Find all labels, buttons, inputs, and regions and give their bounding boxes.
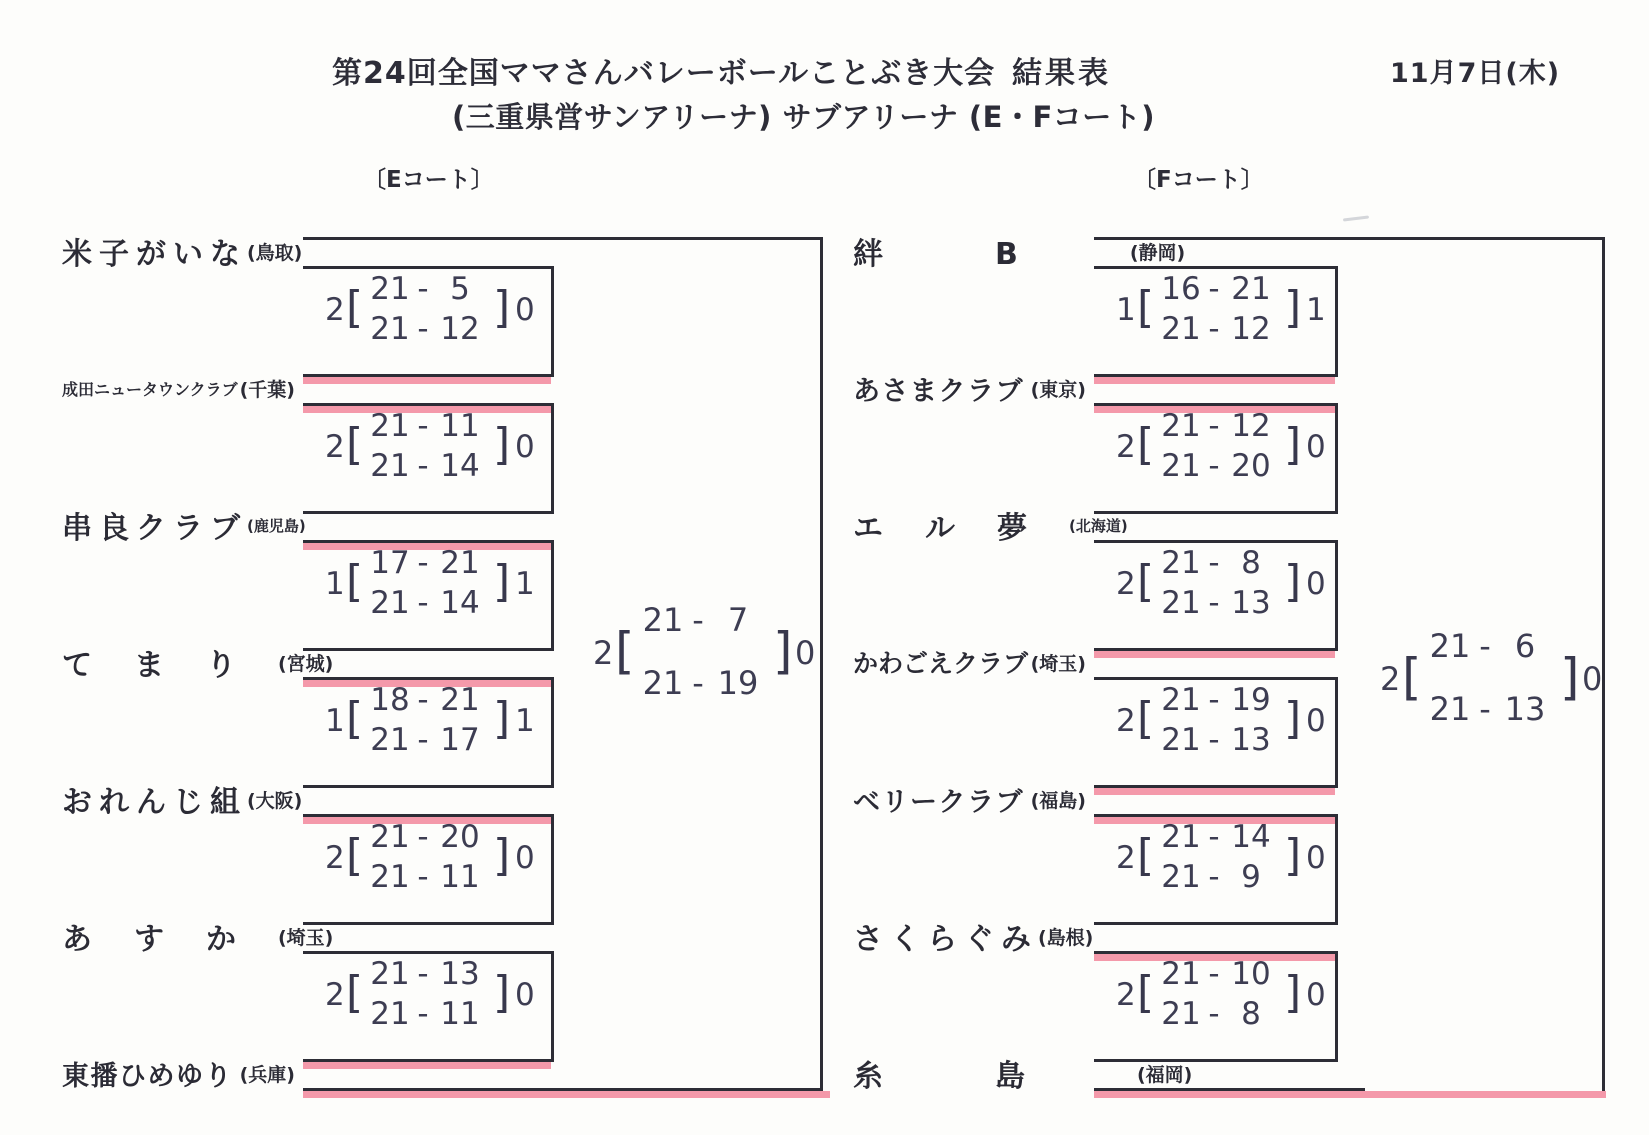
match-score (1106, 405, 1336, 509)
set-score-row (367, 996, 487, 1032)
set-score-right: 9 (1241, 859, 1261, 895)
sets-won-right: 0 (1306, 840, 1326, 876)
team-row (853, 781, 1086, 817)
set-score-right: 11 (440, 996, 480, 1032)
sets-won-right: 0 (515, 840, 535, 876)
set-score-left: 21 (1161, 545, 1201, 581)
set-score-left: 21 (1161, 956, 1201, 992)
set-score-dash: - (1208, 722, 1220, 758)
prefecture-label: (埼玉) (278, 926, 334, 949)
set-score-right: 21 (440, 545, 480, 581)
bracket-close: ] (1284, 967, 1302, 1018)
bracket-open: [ (346, 830, 364, 881)
set-score-row (1158, 819, 1278, 855)
set-score-right: 13 (440, 956, 480, 992)
date-label: 11月7日(木) (1390, 58, 1561, 89)
team-row (62, 507, 306, 546)
match-bracket-line (551, 951, 554, 1062)
set-score-right: 13 (1231, 722, 1271, 758)
set-score-right: 10 (1231, 956, 1271, 992)
set-score-left: 21 (370, 722, 410, 758)
team-name: 絆B (853, 237, 1130, 272)
set-score-right: 12 (440, 311, 480, 347)
bracket-open: [ (346, 556, 364, 607)
set-score-row (1158, 408, 1278, 444)
scan-smudge (1343, 215, 1369, 221)
sets-won-left: 2 (325, 429, 345, 465)
sets-won-right: 0 (515, 292, 535, 328)
team-name: てまり (62, 648, 278, 683)
set-score-left: 18 (370, 682, 410, 718)
final-bracket-line (1602, 237, 1605, 1091)
bracket-open: [ (346, 282, 364, 333)
set-score-right: 21 (1231, 271, 1271, 307)
sets-won-left: 2 (1380, 660, 1401, 698)
bracket-close: ] (1284, 419, 1302, 470)
prefecture-label: (鳥取) (247, 241, 303, 264)
tournament-title: 第24回全国ママさんバレーボールことぶき大会 (332, 56, 996, 91)
set-score-dash: - (417, 545, 429, 581)
team-line (303, 237, 823, 240)
bracket-open: [ (1137, 556, 1155, 607)
team-row (853, 918, 1094, 957)
team-row (62, 918, 334, 957)
results-label: 結果表 (1012, 56, 1111, 91)
team-name: あさまクラブ (853, 375, 1024, 407)
set-score-left: 21 (1161, 448, 1201, 484)
set-score-dash: - (1208, 448, 1220, 484)
team-name: さくらぐみ (853, 922, 1038, 957)
set-score-row (367, 271, 487, 307)
set-score-dash: - (1208, 682, 1220, 718)
sets-won-right: 1 (1306, 292, 1326, 328)
set-score-dash: - (417, 956, 429, 992)
set-score-dash: - (1208, 859, 1220, 895)
prefecture-label: (兵庫) (239, 1063, 295, 1086)
set-score-row (367, 408, 487, 444)
sets-won-right: 1 (515, 703, 535, 739)
set-score-left: 21 (1161, 408, 1201, 444)
set-score-row (1158, 448, 1278, 484)
sets-won-left: 2 (1116, 703, 1136, 739)
set-score-dash: - (417, 408, 429, 444)
team-row (853, 507, 1128, 546)
set-score-right: 19 (1231, 682, 1271, 718)
sets-won-left: 2 (593, 634, 614, 672)
bracket-close: ] (493, 830, 511, 881)
set-score-row (1158, 956, 1278, 992)
sets-won-left: 2 (1116, 977, 1136, 1013)
set-score-right: 6 (1514, 627, 1536, 665)
team-row (853, 644, 1086, 680)
set-score-row (1158, 545, 1278, 581)
team-row (62, 644, 334, 683)
set-score-row (367, 311, 487, 347)
set-score-row (639, 598, 767, 642)
set-score-dash: - (417, 271, 429, 307)
court-label: 〔Eコート〕 (363, 167, 494, 193)
sets-won-right: 0 (1306, 429, 1326, 465)
team-name: おれんじ組 (62, 785, 247, 820)
prefecture-label: (埼玉) (1030, 652, 1086, 675)
bracket-close: ] (493, 967, 511, 1018)
sets-won-right: 0 (515, 429, 535, 465)
match-score (315, 542, 545, 646)
bracket-close: ] (493, 556, 511, 607)
set-score-right: 8 (1241, 545, 1261, 581)
highlight-line (1094, 651, 1335, 658)
prefecture-label: (大阪) (247, 789, 303, 812)
set-score-dash: - (417, 996, 429, 1032)
set-score-dash: - (1208, 819, 1220, 855)
set-score-dash: - (692, 601, 704, 639)
set-score-dash: - (1479, 690, 1491, 728)
set-score-dash: - (1208, 956, 1220, 992)
team-name: あすか (62, 922, 278, 957)
bracket-close: ] (773, 622, 793, 680)
team-row (62, 233, 303, 272)
team-name: かわごえクラブ (853, 649, 1029, 678)
set-score-right: 5 (450, 271, 470, 307)
match-score (315, 405, 545, 509)
set-score-dash: - (417, 311, 429, 347)
set-score-row (1158, 996, 1278, 1032)
match-score (315, 953, 545, 1057)
bracket-close: ] (493, 693, 511, 744)
set-score-row (1158, 585, 1278, 621)
prefecture-label: (福岡) (1137, 1063, 1193, 1086)
set-score-right: 11 (440, 859, 480, 895)
match-bracket-line (551, 266, 554, 377)
set-score-row (367, 956, 487, 992)
team-line (303, 922, 551, 925)
bracket-close: ] (493, 282, 511, 333)
set-score-row (1158, 271, 1278, 307)
set-score-left: 17 (370, 545, 410, 581)
set-score-right: 8 (1241, 996, 1261, 1032)
set-score-left: 21 (1161, 722, 1201, 758)
team-name: 糸島 (853, 1059, 1137, 1094)
sets-won-right: 1 (515, 566, 535, 602)
highlight-line (303, 377, 551, 384)
set-score-row (1158, 859, 1278, 895)
set-score-dash: - (417, 585, 429, 621)
set-score-left: 21 (1161, 585, 1201, 621)
set-score-row (367, 545, 487, 581)
match-score (1106, 542, 1336, 646)
bracket-open: [ (1137, 830, 1155, 881)
sets-won-left: 2 (1116, 429, 1136, 465)
set-score-left: 21 (370, 819, 410, 855)
prefecture-label: (鹿児島) (247, 516, 306, 535)
venue-subtitle: (三重県営サンアリーナ) サブアリーナ (E・Fコート) (452, 100, 1156, 134)
match-bracket-line (551, 540, 554, 651)
bracket-open: [ (615, 622, 635, 680)
sets-won-right: 0 (515, 977, 535, 1013)
set-score-dash: - (1208, 996, 1220, 1032)
set-score-left: 21 (1161, 996, 1201, 1032)
set-score-row (367, 448, 487, 484)
set-score-left: 21 (1429, 690, 1471, 728)
sets-won-right: 0 (1582, 660, 1603, 698)
team-name: 米子がいな (62, 237, 247, 272)
highlight-line (303, 1062, 551, 1069)
bracket-close: ] (1284, 830, 1302, 881)
set-score-left: 21 (642, 601, 684, 639)
set-score-left: 21 (1429, 627, 1471, 665)
team-line (303, 785, 551, 788)
set-score-left: 21 (642, 664, 684, 702)
set-score-row (1158, 682, 1278, 718)
sets-won-left: 2 (1116, 840, 1136, 876)
set-score-right: 17 (440, 722, 480, 758)
sets-won-left: 2 (325, 292, 345, 328)
match-score (1106, 816, 1336, 920)
highlight-line (1094, 788, 1335, 795)
set-score-right: 12 (1231, 408, 1271, 444)
team-row (853, 233, 1186, 272)
bracket-close: ] (1284, 282, 1302, 333)
match-score (1106, 268, 1336, 372)
team-row (62, 781, 303, 820)
final-bracket-line (820, 237, 823, 1091)
set-score-left: 21 (1161, 819, 1201, 855)
set-score-row (1426, 687, 1554, 731)
sets-won-right: 0 (1306, 703, 1326, 739)
set-score-dash: - (417, 819, 429, 855)
bracket-open: [ (346, 693, 364, 744)
team-row (853, 370, 1086, 406)
sets-won-left: 2 (325, 977, 345, 1013)
set-score-left: 21 (370, 956, 410, 992)
bracket-open: [ (346, 967, 364, 1018)
set-score-dash: - (1208, 271, 1220, 307)
sets-won-left: 2 (325, 840, 345, 876)
set-score-left: 21 (1161, 682, 1201, 718)
team-name: 東播ひめゆり (62, 1060, 233, 1092)
set-score-left: 21 (1161, 311, 1201, 347)
match-score (315, 268, 545, 372)
team-line (303, 511, 551, 514)
set-score-right: 20 (1231, 448, 1271, 484)
set-score-left: 21 (370, 271, 410, 307)
set-score-left: 21 (370, 311, 410, 347)
prefecture-label: (宮城) (278, 652, 334, 675)
set-score-dash: - (417, 859, 429, 895)
bracket-close: ] (493, 419, 511, 470)
sets-won-left: 1 (325, 566, 345, 602)
set-score-left: 21 (1161, 859, 1201, 895)
set-score-row (1158, 311, 1278, 347)
set-score-right: 11 (440, 408, 480, 444)
team-row (62, 370, 295, 406)
set-score-dash: - (1479, 627, 1491, 665)
match-bracket-line (551, 814, 554, 925)
set-score-row (367, 585, 487, 621)
prefecture-label: (静岡) (1129, 241, 1186, 264)
set-score-dash: - (417, 682, 429, 718)
set-score-row (639, 661, 767, 705)
final-score (1372, 624, 1602, 734)
highlight-line (1094, 1091, 1606, 1098)
set-score-row (1158, 722, 1278, 758)
final-score (585, 598, 815, 708)
set-score-left: 21 (370, 448, 410, 484)
set-score-right: 13 (1504, 690, 1546, 728)
prefecture-label: (福島) (1030, 789, 1086, 812)
set-score-right: 14 (1231, 819, 1271, 855)
bracket-open: [ (1137, 967, 1155, 1018)
set-score-row (367, 722, 487, 758)
set-score-right: 13 (1231, 585, 1271, 621)
team-name: ベリークラブ (853, 786, 1024, 818)
team-name: 成田ニュータウンクラブ (62, 379, 238, 399)
set-score-row (367, 859, 487, 895)
set-score-right: 14 (440, 585, 480, 621)
bracket-open: [ (1137, 419, 1155, 470)
sets-won-right: 0 (1306, 566, 1326, 602)
set-score-dash: - (417, 448, 429, 484)
set-score-row (1426, 624, 1554, 668)
sets-won-left: 1 (1116, 292, 1136, 328)
bracket-close: ] (1284, 556, 1302, 607)
match-score (315, 679, 545, 783)
sets-won-right: 0 (795, 634, 816, 672)
sets-won-left: 2 (1116, 566, 1136, 602)
court-label: 〔Fコート〕 (1133, 167, 1264, 193)
highlight-line (1094, 377, 1335, 384)
set-score-right: 19 (717, 664, 759, 702)
highlight-line (303, 1091, 830, 1098)
set-score-dash: - (692, 664, 704, 702)
set-score-right: 21 (440, 682, 480, 718)
set-score-right: 12 (1231, 311, 1271, 347)
bracket-open: [ (1402, 648, 1422, 706)
set-score-left: 21 (370, 585, 410, 621)
bracket-open: [ (1137, 282, 1155, 333)
prefecture-label: (北海道) (1069, 516, 1128, 535)
bracket-close: ] (1284, 693, 1302, 744)
team-name: エル夢 (853, 511, 1069, 546)
match-score (1106, 679, 1336, 783)
bracket-open: [ (346, 419, 364, 470)
prefecture-label: (千葉) (239, 378, 295, 401)
team-line (1094, 511, 1335, 514)
sets-won-left: 1 (325, 703, 345, 739)
set-score-dash: - (1208, 311, 1220, 347)
set-score-left: 16 (1161, 271, 1201, 307)
team-line (303, 648, 551, 651)
set-score-left: 21 (370, 996, 410, 1032)
team-row (853, 1055, 1193, 1094)
set-score-left: 21 (370, 859, 410, 895)
set-score-dash: - (1208, 408, 1220, 444)
set-score-row (367, 819, 487, 855)
team-row (62, 1055, 295, 1091)
sets-won-right: 0 (1306, 977, 1326, 1013)
set-score-dash: - (417, 722, 429, 758)
bracket-open: [ (1137, 693, 1155, 744)
set-score-dash: - (1208, 585, 1220, 621)
prefecture-label: (島根) (1038, 926, 1094, 949)
match-score (315, 816, 545, 920)
match-bracket-line (551, 403, 554, 514)
team-name: 串良クラブ (62, 511, 247, 546)
prefecture-label: (東京) (1030, 378, 1086, 401)
bracket-close: ] (1560, 648, 1580, 706)
set-score-right: 14 (440, 448, 480, 484)
set-score-right: 20 (440, 819, 480, 855)
set-score-dash: - (1208, 545, 1220, 581)
set-score-row (367, 682, 487, 718)
set-score-left: 21 (370, 408, 410, 444)
match-score (1106, 953, 1336, 1057)
match-bracket-line (551, 677, 554, 788)
set-score-right: 7 (727, 601, 749, 639)
team-line (1094, 922, 1335, 925)
